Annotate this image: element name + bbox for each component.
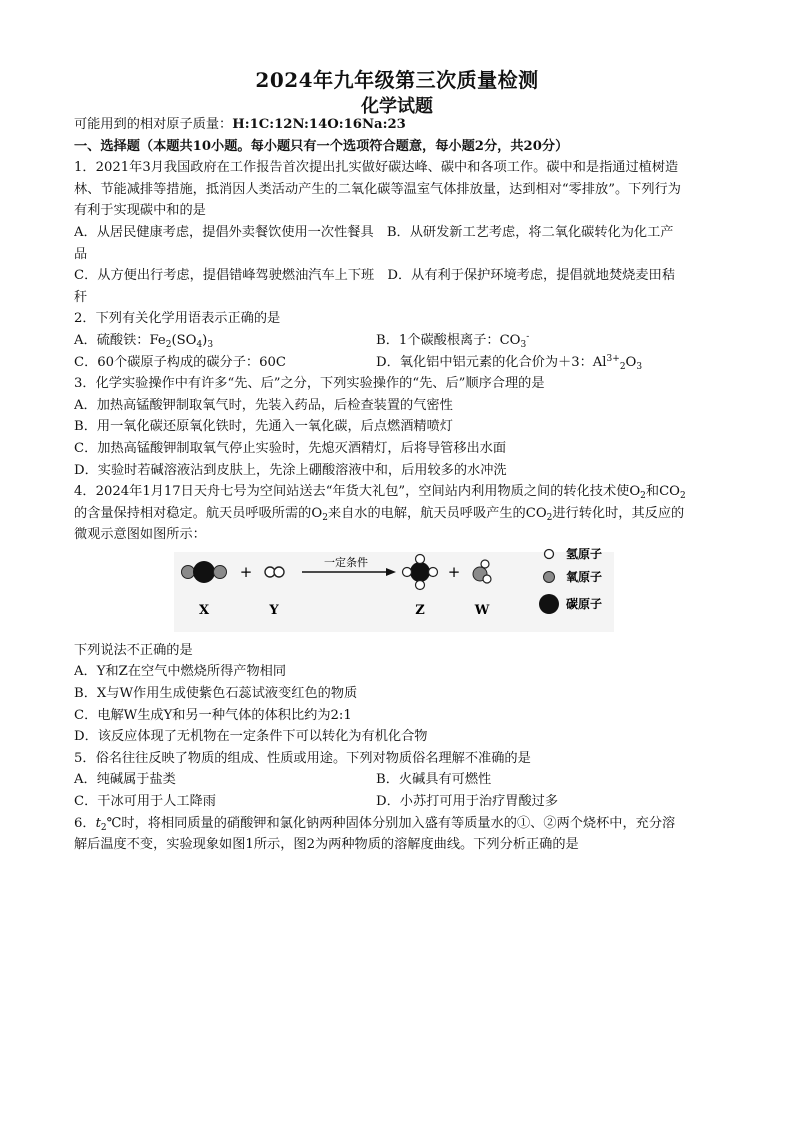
q2-b-sup: - [526,331,530,342]
q2-option-b [376,330,529,352]
exam-content [74,114,722,856]
section-heading: 一、选择题（本题共10小题。每小题只有一个选项符合题意，每小题2分，共20分） [74,138,569,154]
q3-stem: 3．化学实验操作中有许多“先、后”之分，下列实验操作的“先、后”顺序合理的是 [74,376,545,392]
legend-oxygen-icon [544,571,555,582]
q5-options-ab [74,769,722,791]
q2-b-sub: 3 [520,339,527,350]
q2-b-formula: CO [499,332,521,348]
page-subtitle: 化学试题 [361,96,433,117]
q6-stem-line2: 解后温度不变，实验现象如图1所示，图2为两种物质的溶解度曲线。下列分析正确的是 [74,837,579,853]
q6-l1-t: t [95,815,101,831]
y-hydrogen-2 [274,567,284,577]
q1-options-ab: A．从居民健康考虑，提倡外卖餐饮使用一次性餐具 B．从研发新工艺考虑，将二氧化碳转化为化工产 [74,224,674,240]
x-oxygen-left [182,565,195,578]
atomic-mass-values: H:1C:12N:14O:16Na:23 [232,117,406,132]
label-w: W [474,602,490,618]
q4-question: 下列说法不正确的是 [74,642,193,658]
q2-a-fe: Fe [149,332,166,348]
q2-a-mid: (SO [171,332,197,348]
q4-stem-line1 [74,481,722,503]
q2-options-cd [74,352,722,374]
q3-option-a: A．加热高锰酸钾制取氧气时，先装入药品，后检查装置的气密性 [74,397,453,413]
q4-l1-sub2: 2 [680,491,686,502]
q4-stem-line3: 微观示意图如图所示： [74,527,206,543]
q1-options-cd-cont: 秆 [74,289,88,305]
q4-l2-sub: 2 [322,512,328,523]
q2-options-ab [74,330,722,352]
z-hydrogen-top [416,554,425,563]
q1-options-cd: C．从方便出行考虑，提倡错峰驾驶燃油汽车上下班 D．从有利于保护环境考虑，提倡就地焚烧麦田秸 [74,268,675,284]
q2-d-prefix: D．氧化铝中铝元素的化合价为＋3： [376,354,593,370]
q2-a-sub3: 3 [207,339,214,350]
q2-option-d [376,352,642,374]
q6-stem-line1 [74,813,722,835]
arrow-label: 一定条件 [324,555,368,569]
q2-a-sub4: 4 [196,339,203,350]
q6-l1-b: ℃时，将相同质量的硝酸钾和氯化钠两种固体分别加入盛有等质量水的①、②两个烧杯中，充分溶 [106,815,676,831]
q5-option-b: B．火碱具有可燃性 [376,772,492,788]
q5-stem: 5．俗名往往反映了物质的组成、性质或用途。下列对物质俗名理解不准确的是 [74,750,531,766]
atomic-mass-label: 可能用到的相对原子质量： [74,117,233,132]
z-hydrogen-right [429,567,438,576]
q4-option-c: C．电解W生成Y和另一种气体的体积比约为2:1 [74,707,352,723]
plus-sign-2: + [447,562,461,581]
q2-a-end: ) [202,332,208,348]
z-carbon [410,562,430,582]
q2-d-sup: 3+ [606,353,620,364]
z-hydrogen-left [403,567,412,576]
q2-stem: 2．下列有关化学用语表示正确的是 [74,311,281,327]
reaction-diagram [74,548,722,638]
diagram-legend [539,548,602,614]
q2-d-al: Al [592,354,607,370]
q1-stem-line1: 1．2021年3月我国政府在工作报告首次提出扎实做好碳达峰、碳中和各项工作。碳中和是指通过植树造 [74,160,679,176]
x-carbon [193,561,215,583]
atomic-mass-line [74,114,722,136]
label-y: Y [269,602,279,618]
plus-sign-1: + [239,562,253,581]
legend-oxygen-label: 氧原子 [566,569,603,584]
q2-d-sub3: 3 [636,361,643,372]
q5-option-d: D．小苏打可用于治疗胃酸过多 [376,794,559,810]
q4-l1-sub: 2 [640,491,646,502]
q1-options-ab-cont: 品 [74,246,88,262]
q4-l1-a: 4．2024年1月17日天舟七号为空间站送去“年货大礼包”，空间站内利用物质之间的转化技术使O [74,484,641,500]
q6-l1-sub: 2 [100,822,107,833]
q4-l2-a: 的含量保持相对稳定。航天员呼吸所需的O [74,505,323,521]
label-z: Z [415,602,425,618]
q2-d-o: O [625,354,637,370]
q1-stem-line3: 有利于实现碳中和的是 [74,203,206,219]
q4-option-b: B．X与W作用生成使紫色石蕊试液变红色的物质 [74,686,358,702]
q2-a-sub2: 2 [165,339,172,350]
q1-stem-line2: 林、节能减排等措施，抵消因人类活动产生的二氧化碳等温室气体排放量，达到相对“零排放”。下列行为 [74,181,681,197]
q3-option-c: C．加热高锰酸钾制取氧气停止实验时，先熄灭酒精灯，后将导管移出水面 [74,440,507,456]
q4-option-d: D．该反应体现了无机物在一定条件下可以转化为有机化合物 [74,729,428,745]
q4-stem-line2 [74,503,722,525]
q2-option-c: C．60个碳原子构成的碳分子：60C [74,354,286,370]
q4-l1-b: 和CO [645,484,680,500]
reaction-diagram-svg [174,548,634,638]
w-hydrogen-2 [483,575,491,583]
q2-a-prefix: A．硫酸铁： [74,332,150,348]
w-hydrogen-1 [481,560,489,568]
label-x: X [198,602,210,618]
q4-option-a: A．Y和Z在空气中燃烧所得产物相同 [74,664,287,680]
q2-option-a [74,330,376,352]
q5-options-cd [74,791,722,813]
q6-l1-a: 6． [74,815,96,831]
q2-d-sub: 2 [619,361,626,372]
x-oxygen-right [214,565,227,578]
q2-b-prefix: B．1个碳酸根离子： [376,332,500,348]
q4-l2-c: 进行转化时，其反应的 [552,505,685,521]
legend-hydrogen-label: 氢原子 [566,547,603,561]
page-title: 2024年九年级第三次质量检测 [255,68,539,92]
q5-option-a: A．纯碱属于盐类 [74,772,176,788]
z-hydrogen-bottom [416,580,425,589]
legend-carbon-label: 碳原子 [566,596,603,611]
q5-option-c: C．干冰可用于人工降雨 [74,794,216,810]
legend-carbon-icon [539,594,559,614]
q4-l2-b: 来自水的电解，航天员呼吸产生的CO [327,505,547,521]
q3-option-b: B．用一氧化碳还原氧化铁时，先通入一氧化碳，后点燃酒精喷灯 [74,419,453,435]
q3-option-d: D．实验时若碱溶液沾到皮肤上，先涂上硼酸溶液中和，后用较多的水冲洗 [74,462,507,478]
q4-l2-sub2: 2 [546,512,553,523]
legend-hydrogen-icon [545,549,554,558]
